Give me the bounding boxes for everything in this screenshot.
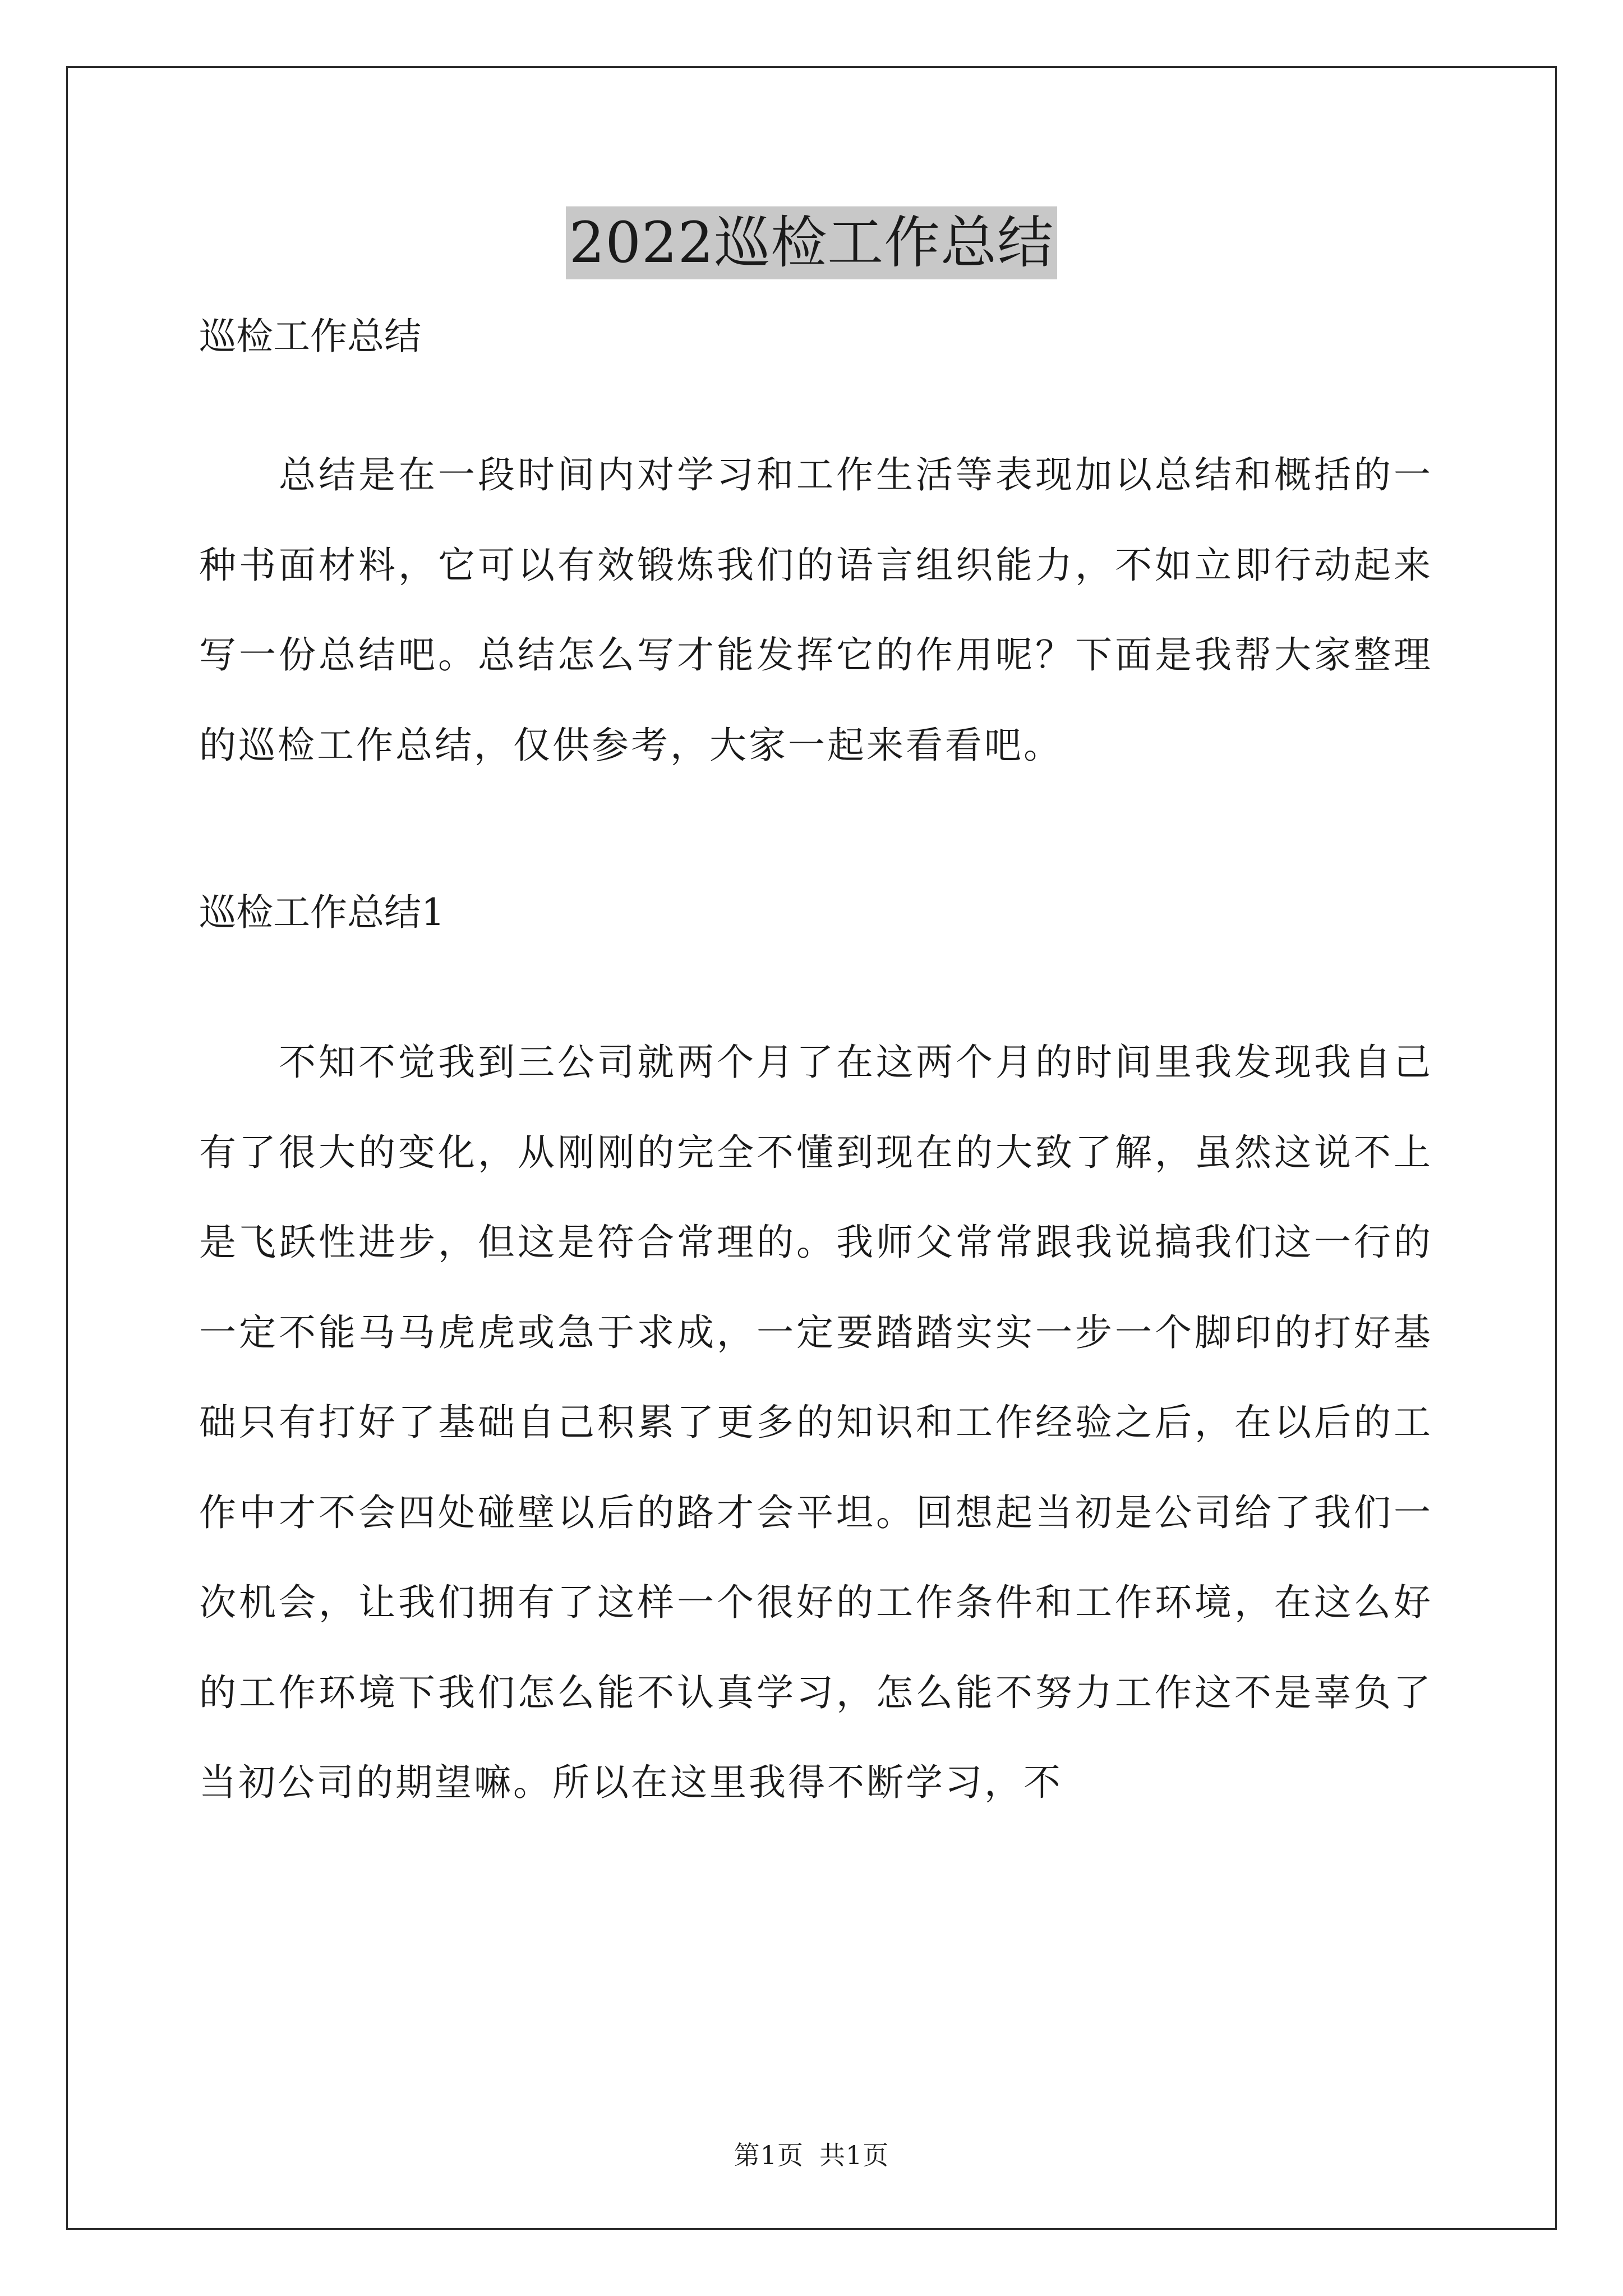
section1-heading: 巡检工作总结1 xyxy=(199,891,445,934)
title-container xyxy=(0,206,1623,279)
section1-paragraph: 不知不觉我到三公司就两个月了在这两个月的时间里我发现我自己有了很大的变化，从刚刚的完全不懂到现在的大致了解，虽然这说不上是飞跃性进步，但这是符合常理的。我师父常常跟我说搞我们这一行的一定不能马马虎虎或急于求成，一定要踏踏实实一步一个脚印的打好基础只有打好了基础自己积累了更多的知识和工作经验之后，在以后的工作中才不会四处碰壁以后的路才会平坦。回想起当初是公司给了我们一次机会，让我们拥有了这样一个很好的工作条件和工作环境，在这么好的工作环境下我们怎么能不认真学习，怎么能不努力工作这不是辜负了当初公司的期望嘛。所以在这里我得不断学习，不 xyxy=(199,1041,1433,1804)
document-title: 2022巡检工作总结 xyxy=(566,206,1058,279)
intro-paragraph: 总结是在一段时间内对学习和工作生活等表现加以总结和概括的一种书面材料，它可以有效锻炼我们的语言组织能力，不如立即行动起来写一份总结吧。总结怎么写才能发挥它的作用呢？下面是我帮大家整理的巡检工作总结，仅供参考，大家一起来看看吧。 xyxy=(199,453,1433,767)
page-total: 共1页 xyxy=(819,2140,889,2170)
intro-heading: 巡检工作总结 xyxy=(199,315,421,358)
page-number: 第1页 xyxy=(734,2140,804,2170)
page-footer xyxy=(0,2138,1623,2172)
document-body xyxy=(199,314,1433,1828)
